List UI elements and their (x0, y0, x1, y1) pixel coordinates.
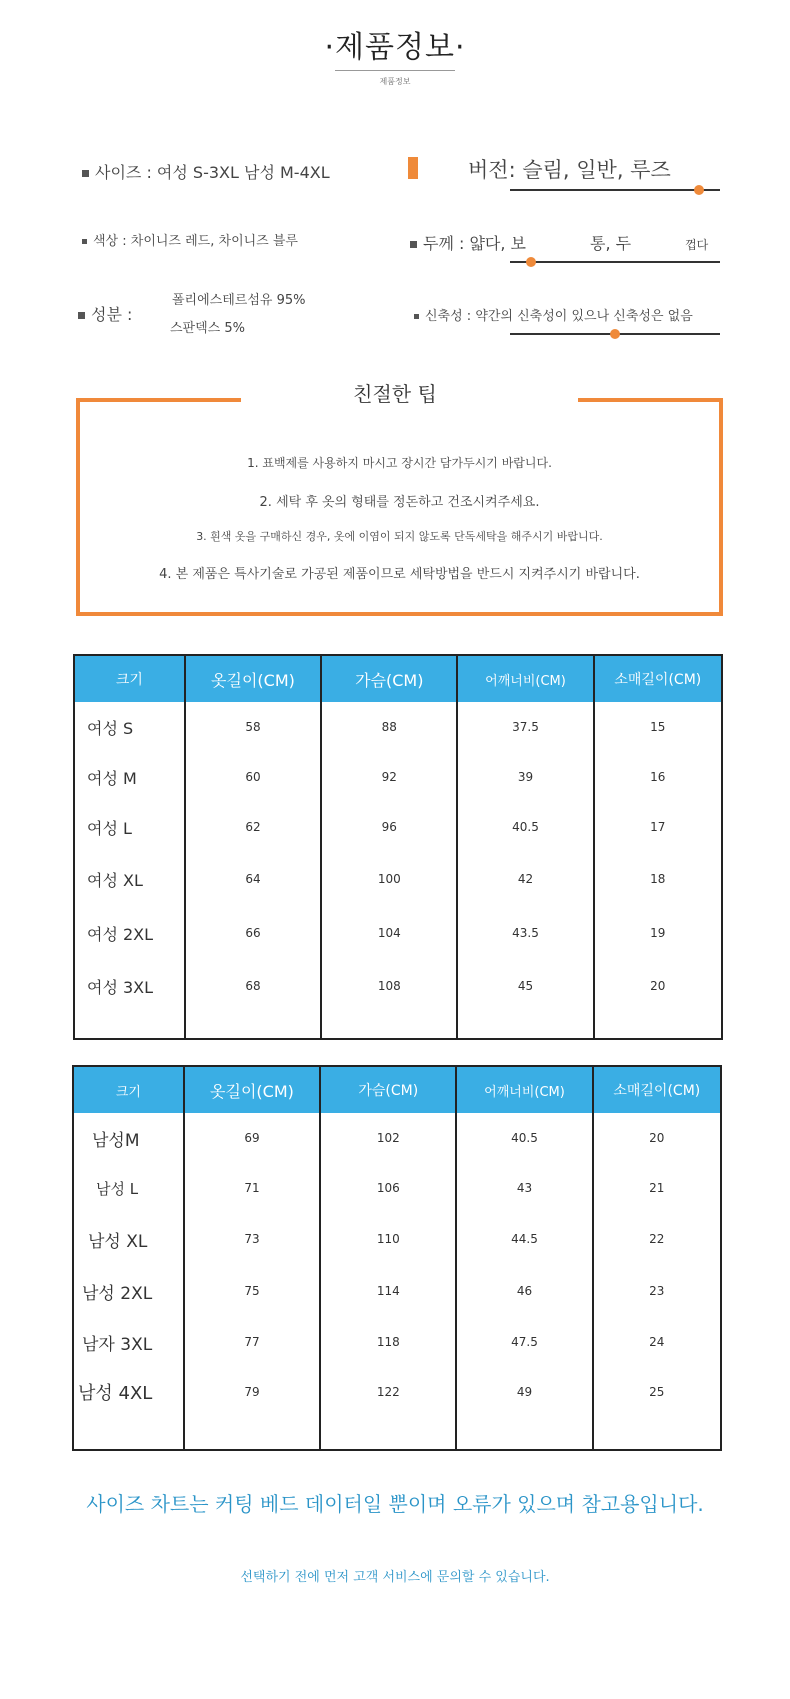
cell-length: 58 (185, 702, 321, 752)
spec-size (82, 160, 330, 183)
table-row-empty (74, 1417, 720, 1449)
table-row-empty (75, 1012, 721, 1038)
table-row (74, 1367, 720, 1417)
col-chest: 가슴(CM) (320, 1067, 456, 1113)
bullet-icon (78, 312, 85, 319)
cell-shoulder: 46 (456, 1265, 592, 1317)
cell-length: 64 (185, 852, 321, 906)
row-size: 여성 M (75, 752, 185, 802)
table-row (75, 960, 721, 1012)
cell-length: 60 (185, 752, 321, 802)
stretch-scale (510, 333, 720, 335)
cell-sleeve: 15 (650, 720, 666, 734)
cell-shoulder: 49 (456, 1367, 592, 1417)
cell-chest: 110 (320, 1213, 456, 1265)
spec-material-text: 성분 : (91, 305, 133, 324)
cell-sleeve: 20 (650, 979, 666, 993)
cell-chest: 96 (321, 802, 457, 852)
cell-length: 62 (185, 802, 321, 852)
cell-chest: 118 (320, 1317, 456, 1367)
col-length: 옷길이(CM) (185, 656, 321, 702)
table-row (74, 1163, 720, 1213)
cell-sleeve: 18 (650, 872, 666, 886)
col-chest: 가슴(CM) (321, 656, 457, 702)
cell-shoulder: 43 (456, 1163, 592, 1213)
spec-fit: 버전: 슬림, 일반, 루즈 (468, 158, 671, 182)
cell-length: 68 (185, 960, 321, 1012)
spec-thickness (410, 231, 526, 254)
stretch-scale-knob (610, 329, 620, 339)
row-size: 남성M (74, 1113, 184, 1163)
fit-scale (510, 189, 720, 191)
cell-length: 75 (184, 1265, 320, 1317)
row-size: 남성 L (74, 1163, 184, 1213)
cell-sleeve: 22 (649, 1232, 665, 1246)
spec-thickness-mid: 통, 두 (590, 234, 632, 253)
bullet-icon (82, 170, 89, 177)
cell-sleeve: 23 (649, 1284, 665, 1298)
cell-length: 77 (184, 1317, 320, 1367)
cell-chest: 104 (321, 906, 457, 960)
cell-shoulder: 42 (457, 852, 593, 906)
spec-thickness-end: 껍다 (685, 238, 709, 252)
cell-shoulder: 47.5 (456, 1317, 592, 1367)
table-header-row (74, 1067, 720, 1113)
cell-chest: 108 (321, 960, 457, 1012)
bullet-icon (414, 314, 419, 319)
cell-shoulder: 39 (457, 752, 593, 802)
spec-size-text: 사이즈 : 여성 S-3XL 남성 M-4XL (95, 163, 330, 182)
cell-shoulder: 43.5 (457, 906, 593, 960)
row-size: 여성 XL (75, 852, 185, 906)
customer-service-note: 선택하기 전에 먼저 고객 서비스에 문의할 수 있습니다. (240, 1570, 550, 1585)
cell-shoulder: 40.5 (456, 1113, 592, 1163)
fit-scale-knob (694, 185, 704, 195)
cell-length: 79 (184, 1367, 320, 1417)
table-row (74, 1213, 720, 1265)
cell-sleeve: 24 (649, 1335, 665, 1349)
table-row (75, 906, 721, 960)
cell-chest: 102 (320, 1113, 456, 1163)
table-row (75, 752, 721, 802)
cell-sleeve: 21 (649, 1181, 665, 1195)
table-row (75, 852, 721, 906)
row-size: 여성 S (75, 702, 185, 752)
bullet-icon (410, 241, 417, 248)
size-chart-disclaimer: 사이즈 차트는 커팅 베드 데이터일 뿐이며 오류가 있으며 참고용입니다. (86, 1492, 704, 1516)
cell-shoulder: 44.5 (456, 1213, 592, 1265)
col-sleeve: 소매길이(CM) (594, 656, 721, 702)
row-size: 남성 2XL (74, 1265, 184, 1317)
table-row (74, 1265, 720, 1317)
thickness-scale (510, 261, 720, 263)
cell-chest: 106 (320, 1163, 456, 1213)
table-row (74, 1113, 720, 1163)
spec-material-1: 폴리에스테르섬유 95% (172, 293, 306, 308)
page-subtitle: 제품정보 (379, 77, 411, 86)
cell-length: 71 (184, 1163, 320, 1213)
cell-sleeve: 17 (650, 820, 666, 834)
tips-box-top-right (578, 398, 723, 402)
cell-chest: 100 (321, 852, 457, 906)
cell-chest: 92 (321, 752, 457, 802)
cell-sleeve: 25 (649, 1385, 665, 1399)
spec-material-label (78, 302, 132, 325)
spec-thickness-text: 두께 : 얇다, 보 (423, 234, 527, 253)
cell-chest: 114 (320, 1265, 456, 1317)
cell-length: 69 (184, 1113, 320, 1163)
col-sleeve: 소매길이(CM) (593, 1067, 720, 1113)
row-size: 여성 3XL (75, 960, 185, 1012)
cell-shoulder: 37.5 (457, 702, 593, 752)
cell-sleeve: 19 (650, 926, 666, 940)
page-title: ·제품정보· (324, 30, 466, 65)
table-row (75, 702, 721, 752)
col-size: 크기 (74, 1067, 184, 1113)
spec-color-text: 색상 : 차이니즈 레드, 차이니즈 블루 (93, 234, 298, 249)
title-underline (335, 70, 455, 71)
cell-length: 66 (185, 906, 321, 960)
row-size: 남성 XL (74, 1213, 184, 1265)
tip-1: 1. 표백제를 사용하지 마시고 장시간 담가두시기 바랍니다. (247, 456, 552, 470)
spec-color (82, 230, 298, 249)
col-length: 옷길이(CM) (184, 1067, 320, 1113)
orange-marker-icon (408, 157, 418, 179)
spec-material-2: 스판덱스 5% (170, 321, 245, 336)
col-shoulder: 어깨너비(CM) (456, 1067, 592, 1113)
tip-2: 2. 세탁 후 옷의 형태를 정돈하고 건조시켜주세요. (259, 495, 540, 510)
tip-4: 4. 본 제품은 특사기술로 가공된 제품이므로 세탁방법을 반드시 지켜주시기 바랍니다. (159, 567, 640, 582)
tip-3: 3. 흰색 옷을 구매하신 경우, 옷에 이염이 되지 않도록 단독세탁을 해주시기 바랍니다. (196, 530, 603, 543)
row-size: 남자 3XL (74, 1317, 184, 1367)
women-size-table (73, 654, 723, 1040)
cell-length: 73 (184, 1213, 320, 1265)
row-size: 여성 L (75, 802, 185, 852)
row-size: 남성 4XL (74, 1367, 184, 1417)
cell-shoulder: 40.5 (457, 802, 593, 852)
cell-sleeve: 20 (649, 1131, 665, 1145)
cell-sleeve: 16 (650, 770, 666, 784)
cell-shoulder: 45 (457, 960, 593, 1012)
table-header-row (75, 656, 721, 702)
thickness-scale-knob (526, 257, 536, 267)
bullet-icon (82, 239, 87, 244)
tips-title: 친절한 팁 (353, 382, 437, 406)
col-shoulder: 어깨너비(CM) (457, 656, 593, 702)
men-size-table (72, 1065, 722, 1451)
table-row (75, 802, 721, 852)
tips-box-top-left (76, 398, 241, 402)
table-row (74, 1317, 720, 1367)
spec-stretch (414, 305, 693, 324)
cell-chest: 88 (321, 702, 457, 752)
row-size: 여성 2XL (75, 906, 185, 960)
col-size: 크기 (75, 656, 185, 702)
spec-stretch-text: 신축성 : 약간의 신축성이 있으나 신축성은 없음 (425, 309, 693, 324)
cell-chest: 122 (320, 1367, 456, 1417)
